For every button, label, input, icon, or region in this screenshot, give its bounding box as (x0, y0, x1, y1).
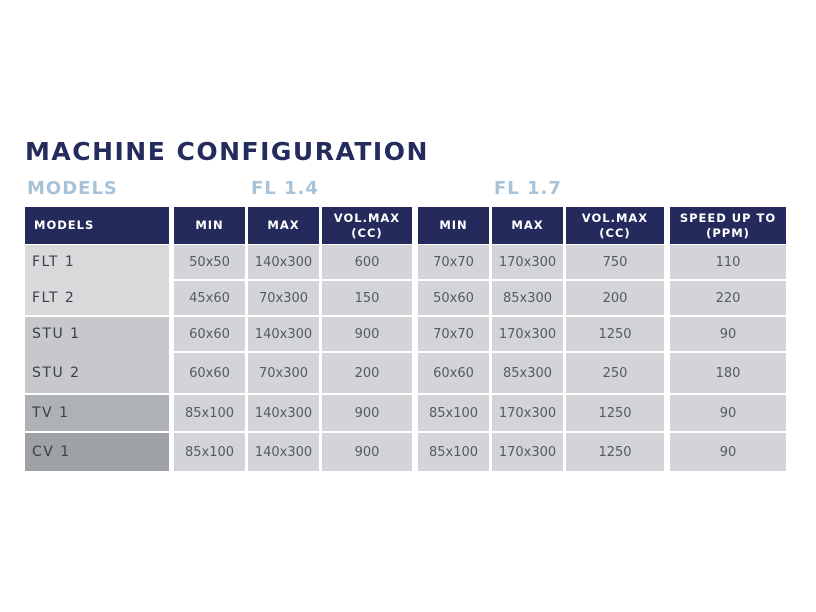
header-fl17-max: MAX (492, 207, 563, 244)
value-fl14-max: 70x300 (248, 281, 319, 315)
value-fl14-vol: 150 (322, 281, 412, 315)
value-fl14-min: 85x100 (174, 395, 245, 431)
value-fl14-max: 140x300 (248, 245, 319, 279)
value-fl14-max: 140x300 (248, 433, 319, 471)
header-fl14-vol (322, 207, 412, 244)
value-speed: 90 (670, 395, 786, 431)
header-fl17-vol-line1: VOL.MAX (581, 210, 649, 225)
fl17-subtitle: FL 1.7 (494, 178, 562, 199)
value-fl17-max: 85x300 (492, 281, 563, 315)
value-fl14-min: 45x60 (174, 281, 245, 315)
header-fl17-min: MIN (418, 207, 489, 244)
value-fl17-vol: 1250 (566, 433, 664, 471)
value-fl17-min: 70x70 (418, 245, 489, 279)
value-fl17-min: 85x100 (418, 395, 489, 431)
header-speed-line2: (PPM) (706, 225, 750, 240)
value-fl17-max: 170x300 (492, 245, 563, 279)
header-fl14-vol-line2: (CC) (351, 225, 383, 240)
header-fl17-vol-line2: (CC) (599, 225, 631, 240)
models-subtitle: MODELS (27, 178, 118, 199)
value-speed: 90 (670, 433, 786, 471)
value-fl14-max: 140x300 (248, 317, 319, 351)
value-fl17-max: 85x300 (492, 353, 563, 393)
header-fl14-vol-line1: VOL.MAX (333, 210, 401, 225)
model-cell: STU 1 (32, 326, 81, 342)
model-cell: TV 1 (32, 405, 70, 421)
value-fl14-min: 60x60 (174, 353, 245, 393)
value-fl17-min: 60x60 (418, 353, 489, 393)
value-fl14-vol: 600 (322, 245, 412, 279)
value-fl14-vol: 900 (322, 317, 412, 351)
model-cell: STU 2 (32, 365, 81, 381)
value-fl17-min: 70x70 (418, 317, 489, 351)
value-fl14-vol: 900 (322, 395, 412, 431)
value-fl14-min: 60x60 (174, 317, 245, 351)
page-title: MACHINE CONFIGURATION (25, 137, 429, 166)
value-speed: 180 (670, 353, 786, 393)
value-fl17-min: 85x100 (418, 433, 489, 471)
value-fl17-max: 170x300 (492, 395, 563, 431)
header-fl17-vol (566, 207, 664, 244)
value-fl14-max: 140x300 (248, 395, 319, 431)
value-fl14-max: 70x300 (248, 353, 319, 393)
value-fl17-max: 170x300 (492, 433, 563, 471)
model-cell: CV 1 (32, 444, 71, 460)
value-fl17-vol: 250 (566, 353, 664, 393)
value-fl14-min: 50x50 (174, 245, 245, 279)
value-speed: 110 (670, 245, 786, 279)
value-speed: 220 (670, 281, 786, 315)
model-cell: FLT 1 (32, 254, 76, 270)
value-fl17-min: 50x60 (418, 281, 489, 315)
value-fl17-vol: 1250 (566, 395, 664, 431)
header-speed (670, 207, 786, 244)
header-fl14-max: MAX (248, 207, 319, 244)
value-fl14-min: 85x100 (174, 433, 245, 471)
header-fl14-min: MIN (174, 207, 245, 244)
value-fl17-max: 170x300 (492, 317, 563, 351)
value-fl17-vol: 1250 (566, 317, 664, 351)
value-speed: 90 (670, 317, 786, 351)
model-cell: FLT 2 (32, 290, 76, 306)
value-fl17-vol: 200 (566, 281, 664, 315)
header-speed-line1: SPEED UP TO (679, 210, 777, 225)
value-fl14-vol: 200 (322, 353, 412, 393)
header-models: MODELS (25, 207, 169, 244)
value-fl17-vol: 750 (566, 245, 664, 279)
value-fl14-vol: 900 (322, 433, 412, 471)
fl14-subtitle: FL 1.4 (251, 178, 319, 199)
